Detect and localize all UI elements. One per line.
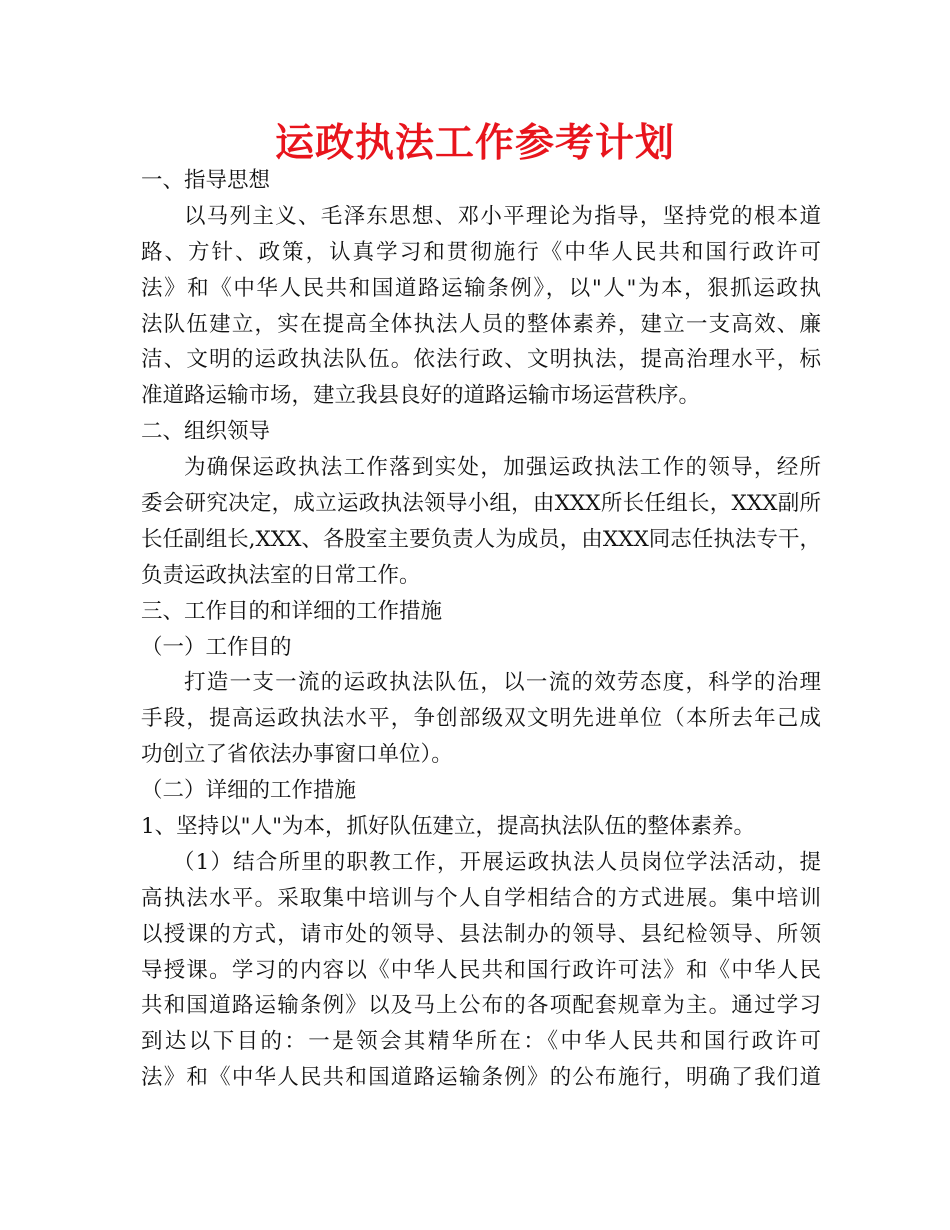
text-line: （一）工作目的 — [141, 634, 292, 660]
text-line: 一、指导思想 — [141, 168, 271, 193]
text-line: 准道路运输市场，建立我县良好的道路运输市场运营秩序。 — [141, 383, 701, 409]
text-line: 高执法水平。采取集中培训与个人自学相结合的方式进展。集中培训 — [141, 885, 821, 911]
text-line: 手段，提高运政执法水平，争创部级双文明先进单位（本所去年己成 — [141, 706, 821, 732]
text-line: 功创立了省依法办事窗口单位）。 — [141, 742, 453, 768]
text-line: 为确保运政执法工作落到实处，加强运政执法工作的领导，经所 — [184, 455, 821, 481]
text-line: 到达以下目的：一是领会其精华所在：《中华人民共和国行政许可 — [141, 1029, 821, 1055]
document-body — [141, 163, 821, 1096]
text-line: 导授课。学习的内容以《中华人民共和国行政许可法》和《中华人民 — [141, 957, 821, 983]
text-line: 以马列主义、毛泽东思想、邓小平理论为指导，坚持党的根本道 — [184, 203, 821, 229]
text-line: 以授课的方式，请市处的领导、县法制办的领导、县纪检领导、所领 — [141, 921, 821, 947]
text-line: 共和国道路运输条例》以及马上公布的各项配套规章为主。通过学习 — [141, 993, 821, 1019]
text-line: 打造一支一流的运政执法队伍，以一流的效劳态度，科学的治理 — [184, 670, 821, 696]
text-line: 路、方针、政策，认真学习和贯彻施行《中华人民共和国行政许可 — [141, 239, 821, 265]
text-line: 洁、文明的运政执法队伍。依法行政、文明执法，提高治理水平，标 — [141, 347, 821, 373]
text-line: 长任副组长,XXX、各股室主要负责人为成员，由XXX同志任执法专干， — [141, 526, 821, 552]
text-line: （二）详细的工作措施 — [141, 778, 357, 804]
text-line: 负责运政执法室的日常工作。 — [141, 562, 421, 588]
text-line: 法》和《中华人民共和国道路运输条例》的公布施行，明确了我们道 — [141, 1065, 821, 1091]
text-line: 法队伍建立，实在提高全体执法人员的整体素养，建立一支高效、廉 — [141, 311, 821, 337]
text-line: 委会研究决定，成立运政执法领导小组，由XXX所长任组长，XXX副所 — [141, 491, 821, 517]
text-line: 二、组织领导 — [141, 419, 271, 445]
text-line: 法》和《中华人民共和国道路运输条例》，以"人"为本，狠抓运政执 — [141, 275, 821, 301]
text-line: 三、工作目的和详细的工作措施 — [141, 598, 443, 624]
document-title: 运政执法工作参考计划 — [274, 121, 675, 166]
text-line: 1、坚持以"人"为本，抓好队伍建立，提高执法队伍的整体素养。 — [141, 814, 755, 840]
text-line: （1）结合所里的职教工作，开展运政执法人员岗位学法活动，提 — [173, 849, 821, 875]
